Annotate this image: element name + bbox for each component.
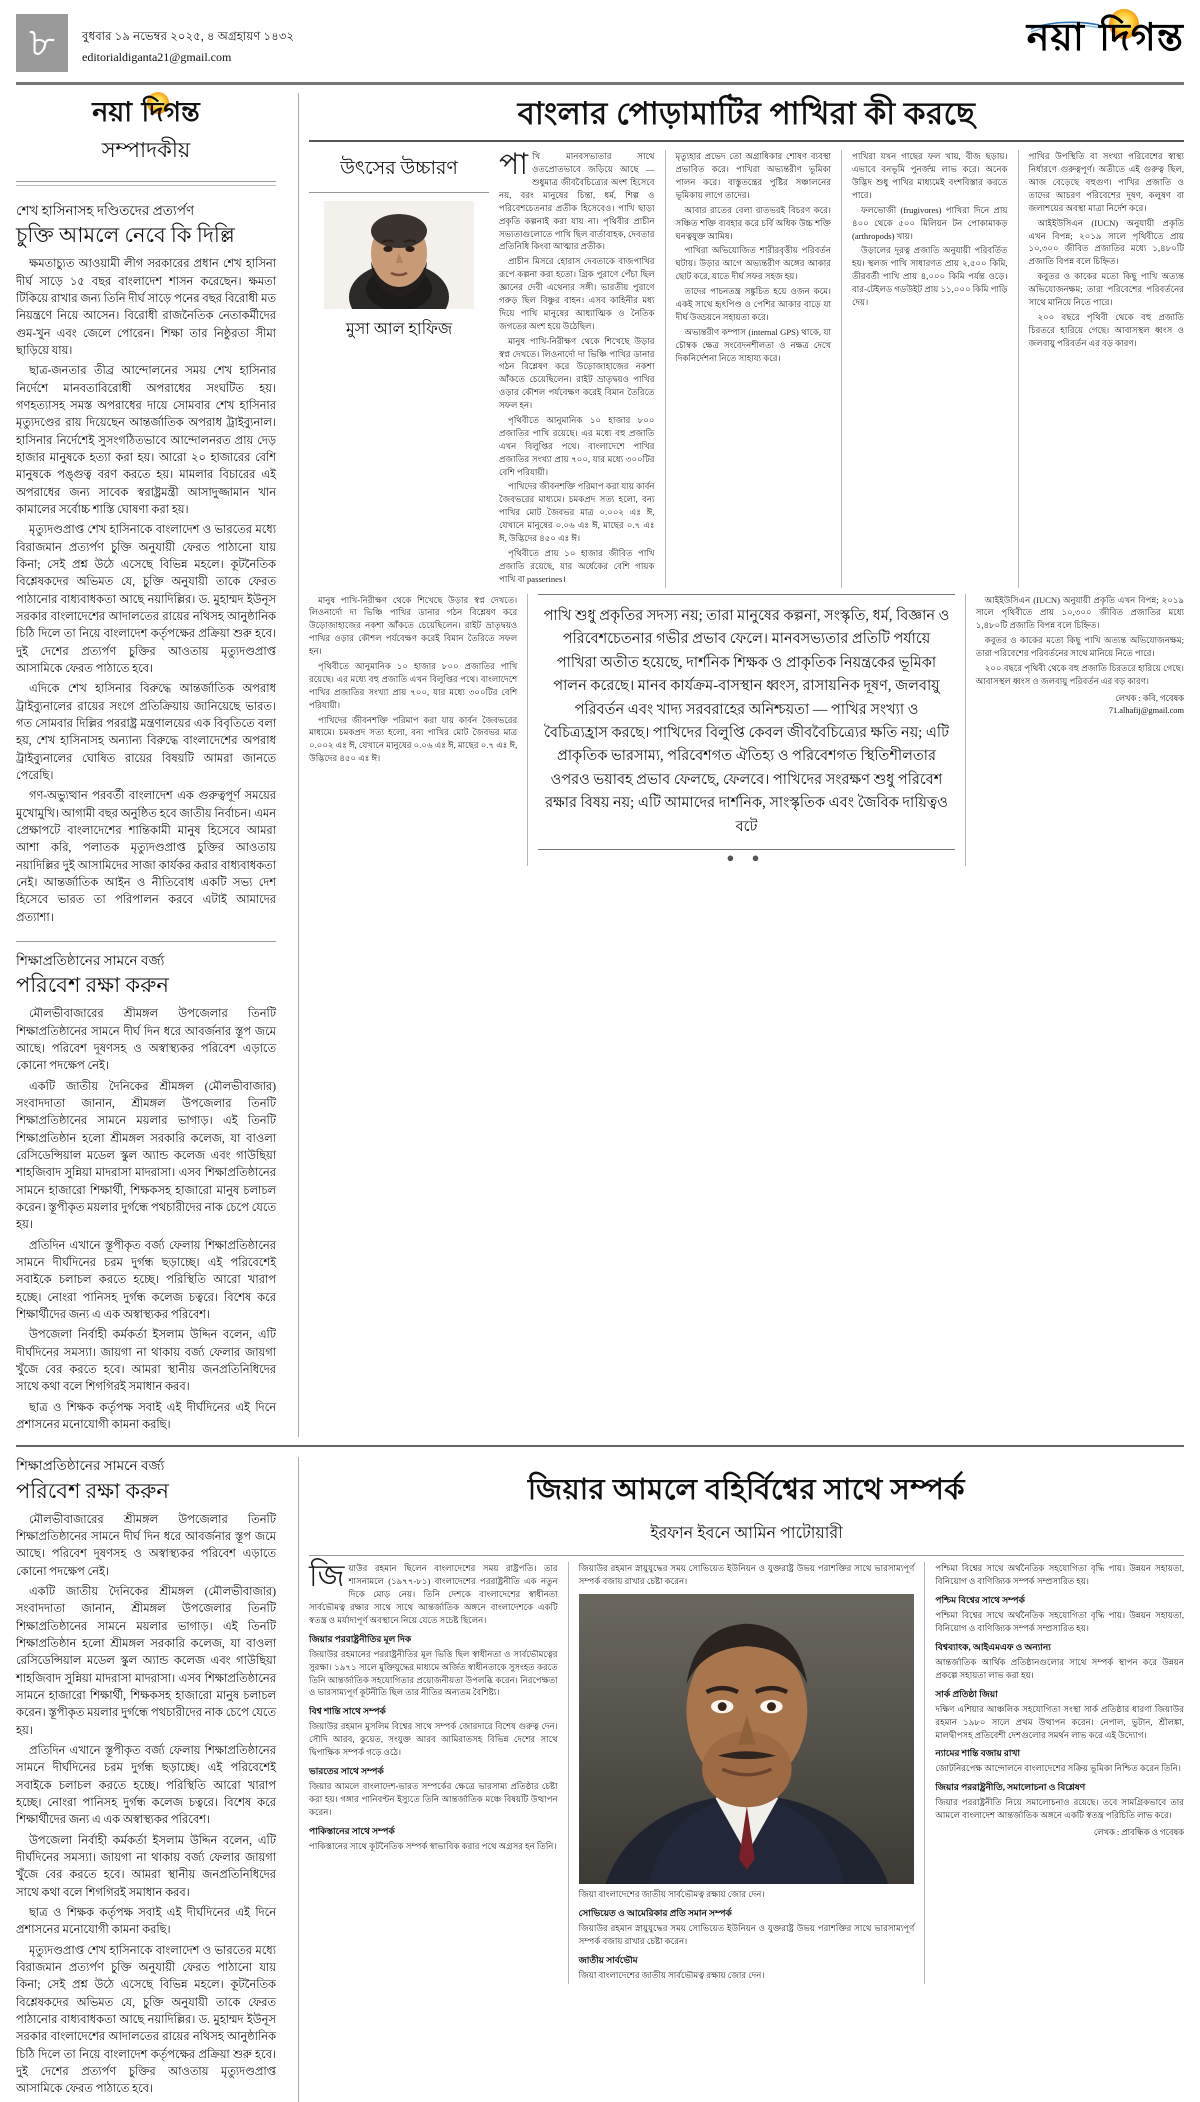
editorial-body: [16, 256, 276, 926]
paragraph: ফলভোজী (frugivores) পাখিরা দিনে প্রায় ৪০০ থেকে ৫০০ মিলিয়ন টন পোকামাকড় (arthropods) খায়।: [852, 204, 1008, 241]
article-column: [499, 150, 655, 587]
paragraph: উপজেলা নির্বাহী কর্মকর্তা ইসলাম উদ্দিন বলেন, এটি দীর্ঘদিনের সমস্যা। জায়গা না থাকায় বর্জ্য ফেলার জায়গা খুঁজে বের করতে হবে। আমরা স্থানীয় জনপ্রতিনিধিদের সাথে কথা বলে শিগগিরই সমাধান করব।: [16, 1329, 276, 1394]
paragraph: তাদের পাচনতন্ত্র সঙ্কুচিত হয়ে ওজন কমে। একই সাথে হৃৎপিণ্ড ও পেশির আকার বাড়ে যা দীর্ঘ উড্ডয়নে সহায়তা করে।: [675, 286, 831, 322]
paragraph: আবার রাতের বেলা রাতভরই বিচরণ করে। সঞ্চিত শক্তি ব্যবহার করে চর্বি অধিক উচ্চ শক্তি ঘনত্বযুক্ত আমিষ।: [675, 204, 831, 241]
subheading: পশ্চিম বিশ্বের সাথে সম্পর্ক: [935, 1595, 1025, 1606]
paragraph: আইইউসিএন (IUCN) অনুযায়ী প্রকৃতি এখন বিপন্ন; ২০১৯ সালে পৃথিবীতে প্রায় ১০,৩০০ জীবিত প্রজাতির মধ্যে ১,৪৮০টি প্রজাতি বিপন্ন বলে চিহ্নিত।: [1028, 217, 1184, 267]
main-headline: বাংলার পোড়ামাটির পাখিরা কী করছে: [517, 96, 976, 131]
credit-role: লেখক : কবি, গবেষক: [1115, 693, 1184, 703]
paragraph: পৃথিবীতে প্রায় ১০ হাজার জীবিত পাখি প্রজাতি রয়েছে, যার অর্ধেকের বেশি গায়ক পাখি বা passerines।: [499, 547, 655, 584]
paragraph: জিয়া বাংলাদেশের জাতীয় সার্বভৌমত্ব রক্ষায় জোর দেন।: [578, 1969, 765, 1980]
editorial-body: [16, 1006, 276, 1434]
paragraph: জিয়াউর রহমান মুসলিম বিশ্বের সাথে সম্পর্ক জোরদারে বিশেষ গুরুত্ব দেন। সৌদি আরব, কুয়েত, সংযুক্ত আরব আমিরাতসহ বিভিন্ন দেশের সাথে দ্বিপাক্ষিক সম্পর্ক গড়ে ওঠে।: [309, 1721, 558, 1758]
author-credit: [976, 693, 1184, 717]
credit-email: 71.alhafij@gmail.com: [1108, 705, 1184, 715]
paragraph: উড়ালের দূরত্ব প্রজাতি অনুযায়ী পরিবর্তিত হয়। স্থলজ পাখি সাধারণত প্রায় ২,৫০০ কিমি, তীরবর্তী পাখি প্রায় ৪,০০০ কিমি পর্যন্ত ওড়ে। বার-টেইলড গডউইট প্রায় ১১,০০০ কিমি পাড়ি দেয়।: [852, 245, 1008, 307]
article-column: [309, 594, 517, 867]
masthead-divider: [16, 82, 1184, 85]
paragraph: ২০০ বছরে পৃথিবী থেকে বহু প্রজাতি চিরতরে হারিয়ে গেছে। আবাসস্থল ধ্বংস ও জলবায়ু পরিবর্তন এর বড় কারণ।: [1028, 311, 1184, 348]
subheading: জাতীয় সার্বভৌম: [578, 1954, 638, 1965]
editorial-title: চুক্তি আমলে নেবে কি দিল্লি: [16, 223, 235, 248]
paragraph: মৌলভীবাজারের শ্রীমঙ্গল উপজেলার তিনটি শিক্ষাপ্রতিষ্ঠানের সামনে দীর্ঘ দিন ধরে আবর্জনার স্তূপ জমে আছে। পরিবেশ দূষণসহ ও অস্বাস্থ্যকর পরিবেশ এড়াতে কোনো পদক্ষেপ নেই।: [16, 1008, 276, 1073]
paragraph: পাখির উপস্থিতি বা সংখ্যা পরিবেশের স্বাস্থ্য নির্ধারণে গুরুত্বপূর্ণ। অতীতে এই গুরুত্ব ছিল, আজ বেড়েছে বহুগুণ। পাখির প্রজাতি ও তাদের আচরণ পরিবেশের দূষণ, কলুষণ বা জলাশয়ের অবস্থা মাত্রা নির্দেশ করে।: [1028, 151, 1184, 213]
subheading: জিয়ার পররাষ্ট্রনীতি, সমালোচনা ও বিশ্লেষণ: [935, 1782, 1086, 1793]
paragraph: ছাত্র ও শিক্ষক কর্তৃপক্ষ সবাই এই দীর্ঘদিনের এই দিনে প্রশাসনের মনোযোগী কামনা করছি।: [16, 1906, 276, 1937]
headline-rule: [309, 1555, 1184, 1556]
column-divider: [841, 150, 842, 587]
masthead-title: নয়া দিগন্ত: [1026, 15, 1184, 59]
author-credit: লেখক : প্রাবন্ধিক ও গবেষক: [1093, 1828, 1184, 1838]
article-columns-top: [499, 150, 1184, 587]
paragraph: পৃথিবীতে আনুমানিক ১০ হাজার ৮০০ প্রজাতির পাখি রয়েছে। এর মধ্যে বহু প্রজাতি এখন বিলুপ্তির পথে। বাংলাদেশে পাখির প্রজাতির সংখ্যা প্রায় ৭০০, যার মধ্যে ৩০০টির বেশি পরিযায়ী।: [309, 661, 518, 710]
column-divider: [965, 594, 966, 867]
paragraph: আন্তর্জাতিক আর্থিক প্রতিষ্ঠানগুলোর সাথে সম্পর্ক স্থাপন করে উন্নয়ন প্রকল্পে সহায়তা লাভ করা হয়।: [935, 1656, 1184, 1680]
divider: [16, 941, 276, 942]
paragraph: মৌলভীবাজারের শ্রীমঙ্গল উপজেলার তিনটি শিক্ষাপ্রতিষ্ঠানের সামনে দীর্ঘ দিন ধরে আবর্জনার স্তূপ জমে আছে। পরিবেশ দূষণসহ ও অস্বাস্থ্যকর পরিবেশ এড়াতে কোনো পদক্ষেপ নেই।: [16, 1513, 276, 1578]
subheading: বিশ্বব্যাংক, আইএমএফ ও অন্যান্য: [935, 1641, 1051, 1652]
masthead-left: [16, 14, 294, 72]
editorial-column-lower: [16, 1457, 288, 2101]
editorial-logo-text: নয়া দিগন্ত: [92, 97, 200, 128]
paragraph: জিয়ার পররাষ্ট্রনীতি নিয়ে সমালোচনাও রয়েছে। তবে সামগ্রিকভাবে তার আমলে বাংলাদেশ আন্তর্জাতিক অঙ্গনে একটি স্বতন্ত্র পরিচিতি লাভ করে।: [935, 1797, 1184, 1821]
subheading: সার্ক প্রতিষ্ঠা জিয়া: [935, 1688, 998, 1699]
bottom-portrait-photo: [579, 1594, 915, 1884]
paragraph: ২০০ বছরে পৃথিবী থেকে বহু প্রজাতি চিরতরে হারিয়ে গেছে। আবাসস্থল ধ্বংস ও জলবায়ু পরিবর্তন এর বড় কারণ।: [975, 663, 1184, 686]
paragraph: দক্ষিণ এশিয়ার আঞ্চলিক সহযোগিতা সংস্থা সার্ক প্রতিষ্ঠার ধারণা জিয়াউর রহমান ১৯৮০ সালে প্রথম উত্থাপন করেন। নেপাল, ভুটান, শ্রীলঙ্কা, মালদ্বীপসহ প্রতিবেশী দেশগুলোর সমর্থন লাভ করে এই উদ্যোগ।: [935, 1703, 1184, 1740]
column-divider: [1018, 150, 1019, 587]
top-section: [16, 93, 1184, 1437]
paragraph: উপজেলা নির্বাহী কর্মকর্তা ইসলাম উদ্দিন বলেন, এটি দীর্ঘদিনের সমস্যা। জায়গা না থাকায় বর্জ্য ফেলার জায়গা খুঁজে বের করতে হবে। আমরা স্থানীয় জনপ্রতিনিধিদের সাথে কথা বলে শিগগিরই সমাধান করব।: [16, 1834, 276, 1899]
editorial-body: [16, 1512, 276, 2099]
dateline: [82, 14, 294, 65]
paragraph: ছাত্র ও শিক্ষক কর্তৃপক্ষ সবাই এই দীর্ঘদিনের এই দিনে প্রশাসনের মনোযোগী কামনা করছি।: [16, 1401, 276, 1431]
subheading: জিয়ার পররাষ্ট্রনীতির মূল দিক: [309, 1633, 412, 1644]
paragraph: পাখিরা অভিযোজিত শারীরবৃত্তীয় পরিবর্তন ঘটায়। উড়ার আগে অভ্যন্তরীণ অঙ্গের আকার ছোট করে, যাতে দীর্ঘ সফর সহজ হয়।: [675, 245, 831, 282]
masthead-logo: [1026, 14, 1184, 59]
zia-portrait-illustration: [579, 1594, 915, 1884]
paragraph: জিয়াউর রহমান স্নায়ুযুদ্ধের সময় সোভিয়েত ইউনিয়ন ও যুক্তরাষ্ট্র উভয় পরাশক্তির সাথে ভারসাম্যপূর্ণ সম্পর্ক বজায় রাখার চেষ্টা করেন।: [578, 1923, 915, 1946]
article-column-with-photo: [579, 1562, 915, 1983]
paragraph: পশ্চিমা বিশ্বের সাথে অর্থনৈতিক সহযোগিতা বৃদ্ধি পায়। উন্নয়ন সহায়তা, বিনিয়োগ ও বাণিজ্যিক সম্পর্ক সম্প্রসারিত হয়।: [935, 1563, 1184, 1587]
subheading: ন্যামের শান্তি বজায় রাখা: [935, 1748, 1021, 1759]
editorial-subtitle: শেখ হাসিনাসহ দণ্ডিতদের প্রত্যর্পণ: [16, 203, 195, 218]
article-column: [676, 150, 832, 587]
paragraph: অভ্যন্তরীণ কম্পাস (internal GPS) থাকে, যা চৌম্বক ক্ষেত্র সংবেদনশীলতা ও নক্ষত্র দেখে দিকনির্দেশনা নিতে সাহায্য করে।: [675, 326, 831, 363]
subheading: বিশ্ব শান্তি সাথে সম্পর্ক: [309, 1706, 386, 1717]
paragraph: পাকিস্তানের সাথে কূটনৈতিক সম্পর্ক স্বাভাবিক করার পথে অগ্রসর হন তিনি।: [309, 1840, 557, 1851]
paragraph: মানুষ পাখি-নিরীক্ষণ থেকে শিখেছে উড়ার স্বপ্ন দেখতে। লিওনার্দো দা ভিঞ্চি পাখির ডানার গঠন বিশ্লেষণ করে উড়োজাহাজের নকশা আঁকতে চেয়েছিলেন। রাইট ভ্রাতৃদ্বয়ও পাখির ওড়ার কৌশল পর্যবেক্ষণ করেই বিমান তৈরিতে সফল হন।: [309, 594, 518, 657]
paragraph: একটি জাতীয় দৈনিকের শ্রীমঙ্গল (মৌলভীবাজার) সংবাদদাতা জানান, শ্রীমঙ্গল উপজেলার তিনটি শিক্ষাপ্রতিষ্ঠানের সামনে ময়লার ভাগাড়। এই তিনটি শিক্ষাপ্রতিষ্ঠান হলো শ্রীমঙ্গল সরকারি কলেজ, যা বাওলা রেসিডেন্সিয়াল মডেল স্কুল অ্যান্ড কলেজ এবং গাউছিয়া শাহজিবাদ সুন্নিয়া মাদরাসা মাদরাসা। এসব শিক্ষাপ্রতিষ্ঠানের সামনে হাজারো শিক্ষার্থী, শিক্ষকসহ হাজারো মানুষ চলাচল করেন। স্তূপীকৃত ময়লার দুর্গন্ধে পথচারীদের নাক চেপে যেতে হয়।: [16, 1586, 276, 1737]
paragraph: মৃত্যুদণ্ডপ্রাপ্ত শেখ হাসিনাকে বাংলাদেশ ও ভারতের মধ্যে বিরাজমান প্রত্যর্পণ চুক্তি অনুযায়ী ফেরত পাঠানো যায় কিনা; সেই প্রশ্ন উঠে এসেছে বিভিন্ন মহলে। কূটনৈতিক বিশ্লেষকদের অভিমত যে, চুক্তি অনুযায়ী তাকে ফেরত পাঠানোর বাধ্যবাধকতা আছে নয়াদিল্লির। ড. মুহাম্মদ ইউনূস সরকার বাংলাদেশের আদালতের রায়ের নথিসহ আনুষ্ঠানিক চিঠি দিলে তা নিয়ে বাংলাদেশ কর্তৃপক্ষের প্রক্রিয়া শুরু হবে। দুই দেশের প্রত্যর্পণ চুক্তির আওতায় মৃত্যুদণ্ডপ্রাপ্ত আসামিকে ফেরত পাঠাতে হবে।: [16, 524, 276, 676]
subheading: সোভিয়েত ও আমেরিকার প্রতি সমান সম্পর্ক: [578, 1907, 732, 1918]
editorial-subtitle: শিক্ষাপ্রতিষ্ঠানের সামনে বর্জ্য: [16, 952, 165, 968]
section-divider: [16, 1445, 1184, 1447]
article-column: [976, 594, 1184, 867]
paragraph: পশ্চিমা বিশ্বের সাথে অর্থনৈতিক সহযোগিতা বৃদ্ধি পায়। উন্নয়ন সহায়তা, বিনিয়োগ ও বাণিজ্যিক সম্পর্ক সম্প্রসারিত হয়।: [935, 1610, 1184, 1633]
article-lower-block: [309, 594, 1184, 867]
paragraph: কবুতর ও কাকের মতো কিছু পাখি অত্যন্ত অভিযোজনক্ষম; তারা পরিবেশের পরিবর্তনের সাথে মানিয়ে নিতে পারে।: [975, 635, 1184, 659]
column-divider: [527, 594, 528, 867]
paragraph: প্রতিদিন এখানে স্তূপীকৃত বর্জ্য ফেলায় শিক্ষাপ্রতিষ্ঠানের সামনে দীর্ঘদিনের চরম দুর্গন্ধ ছড়াচ্ছে। এই পরিবেশেই সবাইকে চলাচল করতে হচ্ছে। পরিস্থিতি আরো খারাপ হচ্ছে। নোংরা পানিসহ দুর্গন্ধ কলেজ চত্বরে। বিশেষ করে শিক্ষার্থীদের জন্য এ এক অস্বাস্থ্যকর পরিবেশ।: [16, 1239, 276, 1321]
article-column: [935, 1562, 1184, 1983]
paragraph: জোটনিরপেক্ষ আন্দোলনে বাংলাদেশের সক্রিয় ভূমিকা নিশ্চিত করেন তিনি।: [935, 1763, 1181, 1774]
column-divider: [568, 1562, 569, 1983]
author-portrait: [324, 201, 474, 309]
paragraph: পাখি মানবসভ্যতার সাথে ওতপ্রোতভাবে জড়িয়ে আছে — শুধুমাত্র জীববৈচিত্র্যের অংশ হিসেবে নয়, বরং মানুষের চিন্তা, ধর্ম, শিল্প ও পরিবেশচেতনার প্রতীক হিসেবেও। পাখি ছাড়া প্রকৃতি কল্পনাই করা যায় না। পৃথিবীর প্রাচীন সভ্যতাগুলোতে পাখি ছিল বার্তাবাহক, দেবতার প্রতিনিধি কিংবা আত্মার প্রতীক।: [499, 148, 655, 252]
column-divider: [298, 1457, 299, 2101]
article-column: [1029, 150, 1185, 587]
editorial-email: editorialdiganta21@gmail.com: [82, 50, 232, 64]
article-column: [852, 150, 1008, 587]
divider: [16, 181, 276, 182]
article-columns-lower: [309, 594, 1184, 867]
column-divider: [924, 1562, 925, 1983]
byline-column: [309, 150, 499, 587]
bottom-headline: জিয়ার আমলে বহির্বিশ্বের সাথে সম্পর্ক: [527, 1474, 966, 1507]
editorial-kicker: সম্পাদকীয়: [101, 138, 191, 162]
publication-date: বুধবার ১৯ নভেম্বর ২০২৫, ৪ অগ্রহায়ণ ১৪৩২: [82, 31, 295, 43]
paragraph: পৃথিবীতে আনুমানিক ১০ হাজার ৮০০ প্রজাতির পাখি রয়েছে। এর মধ্যে বহু প্রজাতি এখন বিলুপ্তির পথে। বাংলাদেশে পাখির প্রজাতির সংখ্যা প্রায় ৭০০, যার মধ্যে ৩০০টির বেশি পরিযায়ী।: [499, 415, 655, 477]
masthead: [16, 14, 1184, 76]
paragraph: পাখিদের জীবনশক্তি পরিমাপ করা যায় কার্বন জৈবভরের মাধ্যমে। চমকপ্রদ সত্য হলো, বন্য পাখির মোট জৈবভর মাত্র ০.০০২ এঃ ঈ, যেখানে মানুষের ০.০৬ এঃ ঈ, মাছের ০.৭ এঃ ঈ, উদ্ভিদের ৪৫০ এঃ ঈ।: [499, 481, 655, 544]
divider: [16, 185, 276, 186]
bottom-section: [16, 1457, 1184, 2101]
bottom-article: [309, 1457, 1184, 2101]
editorial-item: [16, 952, 276, 1434]
paragraph: ক্ষমতাচ্যুত আওয়ামী লীগ সরকারের প্রধান শেখ হাসিনা দীর্ঘ সাড়ে ১৫ বছর বাংলাদেশ শাসন করেছেন। ক্ষমতা টিকিয়ে রাখার জন্য তিনি দীর্ঘ সাড়ে পনের বছর বিরোধী মত নিয়ন্ত্রণে নিয়ে আসেন। বিরোধী রাজনৈতিক নেতাকর্মীদের গুম-খুন এবং জেলে পোরেন। শিক্ষা তার নিষ্ঠুরতা সীমা ছাড়িয়ে যায়।: [16, 258, 276, 358]
author-photo-illustration: [324, 201, 474, 309]
article-column: [309, 1562, 558, 1983]
main-article: [309, 93, 1184, 1437]
paragraph: জিয়াউর রহমান ছিলেন বাংলাদেশের সময় রাষ্ট্রপতি। তার শাসনামলে (১৯৭৭-৮১) বাংলাদেশের পররাষ্ট্রনীতি এক নতুন দিকে মোড় নেয়। তিনি দেশকে বাংলাদেশের স্বাধীনতা সার্বভৌমত্ব রক্ষার সাথে সাথে আন্তর্জাতিক অঙ্গনে বাংলাদেশকে একটি স্বতন্ত্র ও মর্যাদাপূর্ণ অবস্থানে নিয়ে যেতে সচেষ্ট ছিলেন।: [309, 1560, 558, 1625]
page-number-badge: ৮: [16, 14, 68, 72]
paragraph: জিয়াউর রহমান স্নায়ুযুদ্ধের সময় সোভিয়েত ইউনিয়ন ও যুক্তরাষ্ট্র উভয় পরাশক্তির সাথে ভারসাম্যপূর্ণ সম্পর্ক বজায় রাখার চেষ্টা করেন।: [578, 1563, 915, 1587]
subheading: ভারতের সাথে সম্পর্ক: [309, 1766, 384, 1777]
paragraph: জিয়াউর রহমানের পররাষ্ট্রনীতির মূল ভিত্তি ছিল স্বাধীনতা ও সার্বভৌমত্বের সুরক্ষা। ১৯৭১ সালে মুক্তিযুদ্ধের মাধ্যমে অর্জিত স্বাধীনতাকে সুসংহত করতে তিনি আন্তর্জাতিক সহযোগিতার প্রয়োজনীয়তা উপলব্ধি করেন। নিরপেক্ষতা ও ভারসাম্যপূর্ণ কূটনীতি ছিল তার নীতির অন্যতম বৈশিষ্ট্য।: [309, 1648, 558, 1698]
bottom-columns: [309, 1562, 1184, 1983]
paragraph: জিয়ার আমলে বাংলাদেশ-ভারত সম্পর্কের ক্ষেত্রে ভারসাম্য প্রতিষ্ঠার চেষ্টা করা হয়। গঙ্গার পানিবণ্টন ইস্যুতে তিনি আন্তর্জাতিক মঞ্চে বিষয়টি উত্থাপন করেন।: [309, 1781, 558, 1817]
paragraph: একটি জাতীয় দৈনিকের শ্রীমঙ্গল (মৌলভীবাজার) সংবাদদাতা জানান, শ্রীমঙ্গল উপজেলার তিনটি শিক্ষাপ্রতিষ্ঠানের সামনে ময়লার ভাগাড়। এই তিনটি শিক্ষাপ্রতিষ্ঠান হলো শ্রীমঙ্গল সরকারি কলেজ, যা বাওলা রেসিডেন্সিয়াল মডেল স্কুল অ্যান্ড কলেজ এবং গাউছিয়া শাহজিবাদ সুন্নিয়া মাদরাসা মাদরাসা। এসব শিক্ষাপ্রতিষ্ঠানের সামনে হাজারো শিক্ষার্থী, শিক্ষকসহ হাজারো মানুষ চলাচল করেন। স্তূপীকৃত ময়লার দুর্গন্ধে পথচারীদের নাক চেপে যেতে হয়।: [16, 1080, 276, 1232]
subheading: পাকিস্তানের সাথে সম্পর্ক: [309, 1825, 395, 1836]
paragraph: গণ-অভ্যুত্থান পরবর্তী বাংলাদেশ এক গুরুত্বপূর্ণ সময়ের মুখোমুখি। আগামী বছর অনুষ্ঠিত হবে জাতীয় নির্বাচন। এমন প্রেক্ষাপটে বাংলাদেশের শান্তিকামী মানুষ হিসেবে আমরা আশা করি, পলাতক মৃত্যুদণ্ডপ্রাপ্ত চুক্তির আওতায় নয়াদিল্লির দুই আসামিদের সাজা কার্যকর করার বাধ্যবাধকতা নেই। আন্তর্জাতিক আইন ও নীতিবোধ একটি সভ্য দেশ হিসেবে ভারত তা পরিপালন করবে এটাই আমাদের প্রত্যাশা।: [16, 790, 276, 924]
headline-rule: [309, 140, 1184, 142]
paragraph: কবুতর ও কাকের মতো কিছু পাখি অত্যন্ত অভিযোজনক্ষম; তারা পরিবেশের পরিবর্তনের সাথে মানিয়ে নিতে পারে।: [1028, 271, 1184, 307]
editorial-column: [16, 93, 288, 1437]
column-divider: [298, 93, 299, 1437]
editorial-title: পরিবেশ রক্ষা করুন: [16, 1478, 169, 1503]
column-kicker: উৎসের উচ্চারণ: [340, 158, 458, 180]
paragraph: প্রতিদিন এখানে স্তূপীকৃত বর্জ্য ফেলায় শিক্ষাপ্রতিষ্ঠানের সামনে দীর্ঘদিনের চরম দুর্গন্ধ ছড়াচ্ছে। এই পরিবেশেই সবাইকে চলাচল করতে হচ্ছে। পরিস্থিতি আরো খারাপ হচ্ছে। নোংরা পানিসহ দুর্গন্ধ কলেজ চত্বরে। বিশেষ করে শিক্ষার্থীদের জন্য এ এক অস্বাস্থ্যকর পরিবেশ।: [16, 1745, 276, 1827]
pullquote-block: [538, 594, 955, 867]
author-name: মুসা আল হাফিজ: [345, 321, 453, 339]
editorial-title: পরিবেশ রক্ষা করুন: [16, 973, 169, 998]
column-divider: [665, 150, 666, 587]
bottom-grid: [16, 1457, 1184, 2101]
paragraph: মৃত্যুহার প্রভেদ তো অগ্রাধিকার শোষণ ব্যবস্থা প্রভাবিত করে। পাখিরা অভ্যন্তরীণ ভূমিকা পালন করে। বাস্তুতন্ত্রের পুষ্টির সঞ্চালনের ভূমিকায় লাগে তাদের।: [675, 151, 831, 200]
pullquote-text: পাখি শুধু প্রকৃতির সদস্য নয়; তারা মানুষের কল্পনা, সংস্কৃতি, ধর্ম, বিজ্ঞান ও পরিবেশচেতনার গভীর প্রভাব ফেলে। মানবসভ্যতার প্রতিটি পর্যায়ে পাখিরা অতীত হয়েছে, দার্শনিক শিক্ষক ও প্রাকৃতিক নিয়ন্ত্রকের ভূমিকা পালন করেছে। মানব কার্যক্রম-বাসস্থান ধ্বংস, রাসায়নিক দূষণ, জলবায়ু পরিবর্তন এবং খাদ্য সরবরাহের অনিশ্চয়তা — পাখির সংখ্যা ও বৈচিত্র্যহ্রাস করছে। পাখিদের বিলুপ্তি কেবল জীববৈচিত্র্যের ক্ষতি নয়; এটি প্রাকৃতিক ভারসাম্য, পরিবেশগত ঐতিহ্য ও পরিবেশগত স্থিতিশীলতার ওপরও ভয়াবহ প্রভাব ফেলছে, ফেলবে। পাখিদের সংরক্ষণ শুধু পরিবেশ রক্ষার বিষয় নয়; এটি আমাদের দার্শনিক, সাংস্কৃতিক এবং জৈবিক দায়িত্বও বটে: [543, 607, 950, 835]
ornament-dots-icon: ● ●: [726, 850, 767, 866]
editorial-subtitle: শিক্ষাপ্রতিষ্ঠানের সামনে বর্জ্য: [16, 1458, 165, 1474]
paragraph: পাখিদের জীবনশক্তি পরিমাপ করা যায় কার্বন জৈবভরের মাধ্যমে। চমকপ্রদ সত্য হলো, বন্য পাখির মোট জৈবভর মাত্র ০.০০২ এঃ ঈ, যেখানে মানুষের ০.০৬ এঃ ঈ, মাছের ০.৭ এঃ ঈ, উদ্ভিদের ৪৫০ এঃ ঈ।: [309, 714, 518, 764]
paragraph: এদিকে শেখ হাসিনার বিরুদ্ধে আন্তর্জাতিক অপরাধ ট্রাইব্যুনালের রায়ের সংগে প্রতিক্রিয়ায় জানিয়েছে ভারত। গত সোমবার দিল্লির পররাষ্ট্র মন্ত্রণালয়ের এক বিবৃতিতে বলা হয়, শেখ হাসিনাসহ অন্যান্য বিরুদ্ধে বাংলাদেশের অপরাধ ট্রাইব্যুনালের ঘোষিত রায়ের বিষয়টি আমরা জানতে পেরেছি।: [16, 683, 276, 782]
paragraph: পাখিরা যখন গাছের ফল খায়, বীজ ছড়ায়। এভাবে বনভূমি পুনর্জন্ম লাভ করে। অনেক উদ্ভিদ শুধু পাখির মাধ্যমেই বংশবিস্তার করতে পারে।: [852, 151, 1008, 200]
divider: [309, 192, 489, 193]
bottom-author: ইরফান ইবনে আমিন পাটোয়ারী: [650, 1525, 843, 1543]
paragraph: মৃত্যুদণ্ডপ্রাপ্ত শেখ হাসিনাকে বাংলাদেশ ও ভারতের মধ্যে বিরাজমান প্রত্যর্পণ চুক্তি অনুযায়ী ফেরত পাঠানো যায় কিনা; সেই প্রশ্ন উঠে এসেছে বিভিন্ন মহলে। কূটনৈতিক বিশ্লেষকদের অভিমত যে, চুক্তি অনুযায়ী তাকে ফেরত পাঠানোর বাধ্যবাধকতা আছে নয়াদিল্লির। ড. মুহাম্মদ ইউনূস সরকার বাংলাদেশের আদালতের রায়ের নথিসহ আনুষ্ঠানিক চিঠি দিলে তা নিয়ে বাংলাদেশ কর্তৃপক্ষের প্রক্রিয়া শুরু হবে। দুই দেশের প্রত্যর্পণ চুক্তির আওতায় মৃত্যুদণ্ডপ্রাপ্ত আসামিকে ফেরত পাঠাতে হবে।: [16, 1944, 276, 2096]
article-top-block: [309, 150, 1184, 587]
paragraph: প্রাচীন মিসরে হোরাস দেবতাকে বাজপাখির রূপে কল্পনা করা হতো। গ্রিক পুরাণে পেঁচা ছিল জ্ঞানের দেবী এথেনার সঙ্গী। ভারতীয় পুরাণে গরুড় ছিল বিষ্ণুর বাহন। এসব কাহিনীর মধ্য দিয়ে পাখি মানুষের আধ্যাত্মিক ও নৈতিক জগতের অংশ হয়ে উঠেছিল।: [499, 256, 655, 331]
paragraph: জিয়া বাংলাদেশের জাতীয় সার্বভৌমত্ব রক্ষায় জোর দেন।: [578, 1889, 765, 1900]
paragraph: মানুষ পাখি-নিরীক্ষণ থেকে শিখেছে উড়ার স্বপ্ন দেখতে। লিওনার্দো দা ভিঞ্চি পাখির ডানার গঠন বিশ্লেষণ করে উড়োজাহাজের নকশা আঁকতে চেয়েছিলেন। রাইট ভ্রাতৃদ্বয়ও পাখির ওড়ার কৌশল পর্যবেক্ষণ করেই বিমান তৈরিতে সফল হন।: [499, 335, 655, 411]
editorial-item: [16, 202, 276, 927]
paragraph: আইইউসিএন (IUCN) অনুযায়ী প্রকৃতি এখন বিপন্ন; ২০১৯ সালে পৃথিবীতে প্রায় ১০,৩০০ জীবিত প্রজাতির মধ্যে ১,৪৮০টি প্রজাতি বিপন্ন বলে চিহ্নিত।: [975, 594, 1184, 631]
editorial-logo: [16, 93, 276, 171]
paragraph: ছাত্র-জনতার তীব্র আন্দোলনের সময় শেখ হাসিনার নির্দেশে মানবতাবিরোধী অপরাধের সংঘটিত হয়। গণহত্যাসহ সমস্ত অপরাধের দায়ে সোমবার শেখ হাসিনার মৃত্যুদণ্ডের রায় দিয়েছেন আন্তর্জাতিক অপরাধ ট্রাইব্যুনাল। হাসিনার নির্দেশেই সুসংগঠিতভাবে আন্দোলনরত প্রায় দেড় হাজার মানুষকে হত্যা করা হয়। আরো ২০ হাজারের বেশি মানুষকে পঙ্গুত্ব বরণ করতে হয়। মামলার বিচারের এই অপরাধের জন্য সাবেক স্বরাষ্ট্রমন্ত্রী আসাদুজ্জামান খান কামালের সর্বোচ্চ শাস্তি ঘোষণা করা হয়।: [16, 365, 276, 517]
